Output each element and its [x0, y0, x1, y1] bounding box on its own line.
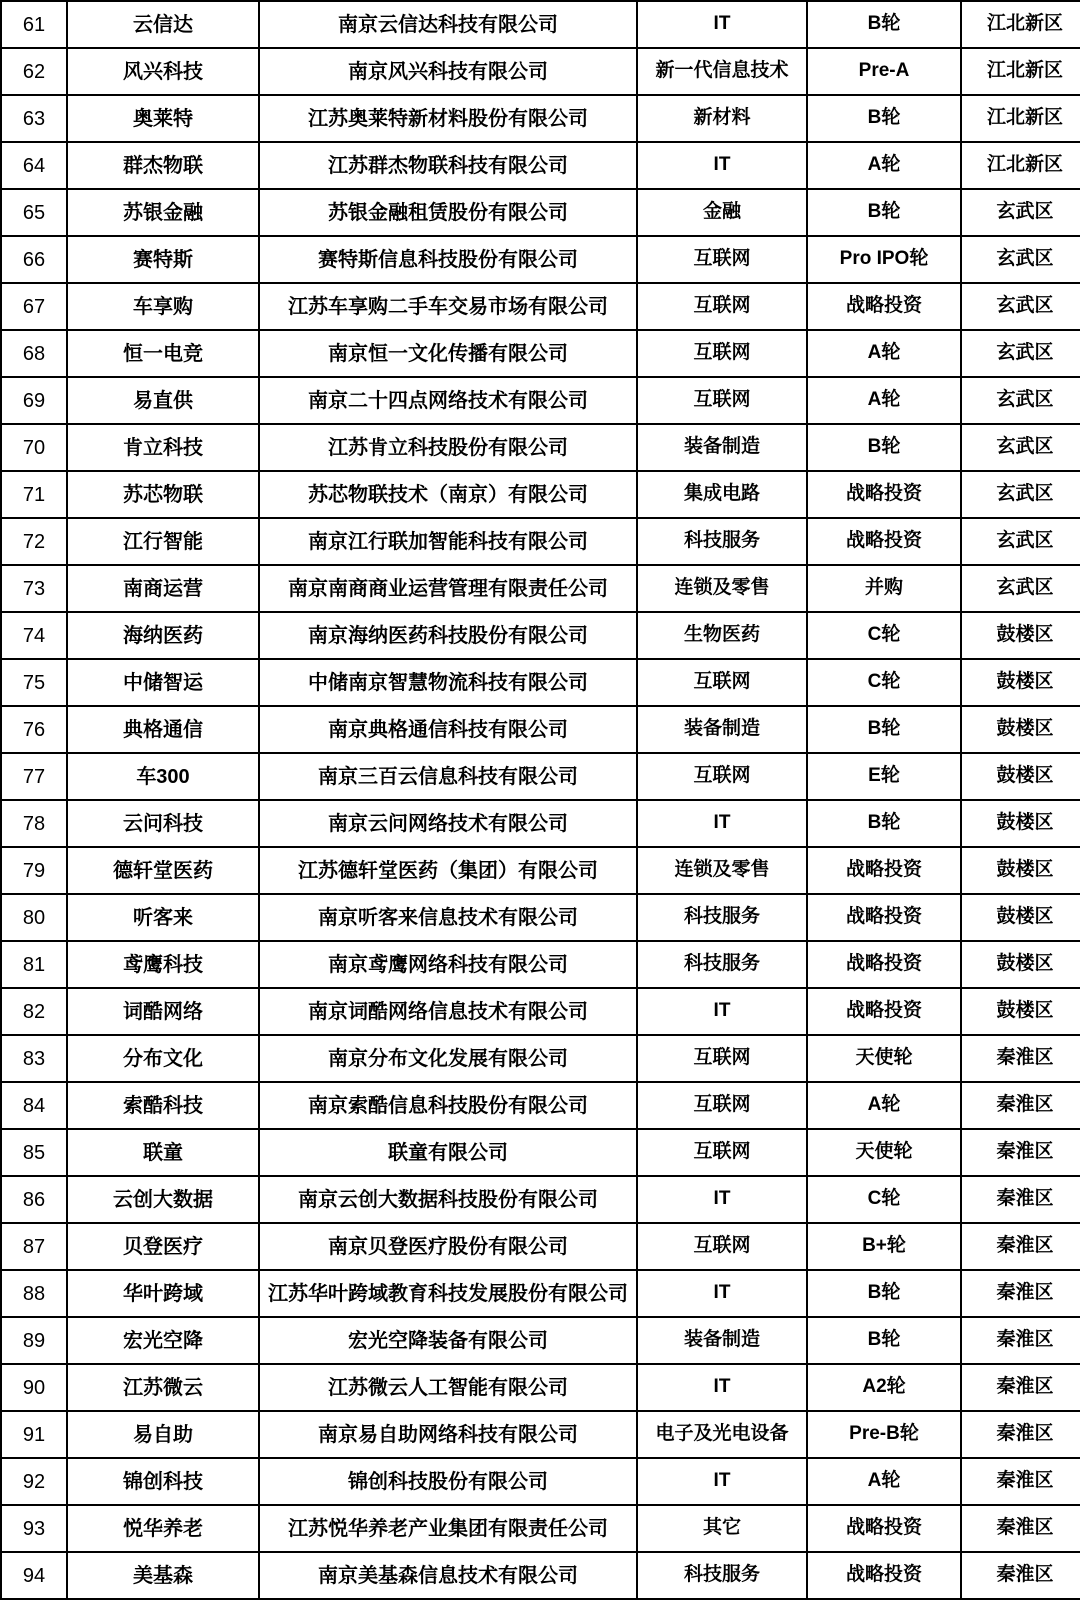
table-row	[1, 1552, 1080, 1599]
cell-funding-round: A轮	[807, 377, 961, 424]
cell-full-name: 锦创科技股份有限公司	[259, 1458, 637, 1505]
cell-funding-round: B轮	[807, 1317, 961, 1364]
cell-short-name: 苏银金融	[67, 189, 259, 236]
cell-industry: 科技服务	[637, 518, 807, 565]
cell-short-name: 锦创科技	[67, 1458, 259, 1505]
cell-short-name: 赛特斯	[67, 236, 259, 283]
table-row	[1, 283, 1080, 330]
cell-short-name: 易自助	[67, 1411, 259, 1458]
cell-funding-round: A轮	[807, 330, 961, 377]
cell-industry: 科技服务	[637, 894, 807, 941]
cell-short-name: 分布文化	[67, 1035, 259, 1082]
cell-index: 91	[1, 1411, 67, 1458]
table-row	[1, 659, 1080, 706]
cell-district: 秦淮区	[961, 1505, 1080, 1552]
cell-full-name: 南京恒一文化传播有限公司	[259, 330, 637, 377]
cell-district: 秦淮区	[961, 1552, 1080, 1599]
cell-funding-round: Pre-A	[807, 48, 961, 95]
cell-industry: IT	[637, 1458, 807, 1505]
cell-full-name: 江苏华叶跨域教育科技发展股份有限公司	[259, 1270, 637, 1317]
cell-industry: IT	[637, 142, 807, 189]
cell-full-name: 南京江行联加智能科技有限公司	[259, 518, 637, 565]
cell-industry: IT	[637, 1364, 807, 1411]
cell-funding-round: 战略投资	[807, 471, 961, 518]
cell-funding-round: B轮	[807, 189, 961, 236]
cell-full-name: 南京贝登医疗股份有限公司	[259, 1223, 637, 1270]
table-row	[1, 1505, 1080, 1552]
cell-industry: IT	[637, 800, 807, 847]
cell-district: 鼓楼区	[961, 753, 1080, 800]
cell-short-name: 苏芯物联	[67, 471, 259, 518]
cell-index: 81	[1, 941, 67, 988]
cell-funding-round: B轮	[807, 1, 961, 48]
cell-full-name: 南京二十四点网络技术有限公司	[259, 377, 637, 424]
table-row	[1, 1317, 1080, 1364]
cell-industry: 互联网	[637, 377, 807, 424]
cell-short-name: 美基森	[67, 1552, 259, 1599]
cell-short-name: 易直供	[67, 377, 259, 424]
cell-district: 江北新区	[961, 1, 1080, 48]
cell-index: 75	[1, 659, 67, 706]
cell-full-name: 南京云信达科技有限公司	[259, 1, 637, 48]
cell-full-name: 南京分布文化发展有限公司	[259, 1035, 637, 1082]
cell-full-name: 宏光空降装备有限公司	[259, 1317, 637, 1364]
cell-index: 76	[1, 706, 67, 753]
cell-industry: 互联网	[637, 1129, 807, 1176]
cell-district: 鼓楼区	[961, 800, 1080, 847]
cell-funding-round: 战略投资	[807, 1552, 961, 1599]
cell-funding-round: 战略投资	[807, 518, 961, 565]
table-row	[1, 753, 1080, 800]
cell-index: 87	[1, 1223, 67, 1270]
cell-industry: 互联网	[637, 1082, 807, 1129]
cell-district: 玄武区	[961, 283, 1080, 330]
cell-full-name: 中储南京智慧物流科技有限公司	[259, 659, 637, 706]
cell-index: 88	[1, 1270, 67, 1317]
cell-funding-round: 战略投资	[807, 1505, 961, 1552]
cell-index: 73	[1, 565, 67, 612]
cell-industry: 科技服务	[637, 941, 807, 988]
cell-index: 63	[1, 95, 67, 142]
cell-short-name: 典格通信	[67, 706, 259, 753]
cell-district: 江北新区	[961, 142, 1080, 189]
cell-funding-round: C轮	[807, 1176, 961, 1223]
cell-index: 72	[1, 518, 67, 565]
cell-full-name: 苏银金融租赁股份有限公司	[259, 189, 637, 236]
cell-short-name: 风兴科技	[67, 48, 259, 95]
cell-industry: 生物医药	[637, 612, 807, 659]
cell-index: 79	[1, 847, 67, 894]
cell-funding-round: B轮	[807, 706, 961, 753]
cell-funding-round: B轮	[807, 95, 961, 142]
cell-funding-round: 天使轮	[807, 1129, 961, 1176]
cell-industry: IT	[637, 1176, 807, 1223]
cell-district: 玄武区	[961, 189, 1080, 236]
table-row	[1, 565, 1080, 612]
table-row	[1, 1, 1080, 48]
cell-index: 65	[1, 189, 67, 236]
cell-short-name: 海纳医药	[67, 612, 259, 659]
cell-index: 93	[1, 1505, 67, 1552]
cell-funding-round: 战略投资	[807, 283, 961, 330]
table-row	[1, 847, 1080, 894]
table-row	[1, 1223, 1080, 1270]
table-row	[1, 236, 1080, 283]
table-row	[1, 800, 1080, 847]
cell-industry: 装备制造	[637, 706, 807, 753]
cell-district: 秦淮区	[961, 1176, 1080, 1223]
cell-funding-round: A轮	[807, 1458, 961, 1505]
cell-industry: 互联网	[637, 283, 807, 330]
table-row	[1, 1364, 1080, 1411]
cell-funding-round: 战略投资	[807, 894, 961, 941]
table-row	[1, 988, 1080, 1035]
cell-short-name: 词酷网络	[67, 988, 259, 1035]
cell-industry: 互联网	[637, 1223, 807, 1270]
cell-funding-round: B轮	[807, 800, 961, 847]
cell-industry: IT	[637, 1, 807, 48]
cell-short-name: 奥莱特	[67, 95, 259, 142]
table-row	[1, 471, 1080, 518]
cell-funding-round: 战略投资	[807, 847, 961, 894]
table-row	[1, 189, 1080, 236]
table-row	[1, 424, 1080, 471]
cell-full-name: 南京鸢鹰网络科技有限公司	[259, 941, 637, 988]
cell-short-name: 宏光空降	[67, 1317, 259, 1364]
cell-industry: 金融	[637, 189, 807, 236]
cell-index: 82	[1, 988, 67, 1035]
cell-district: 玄武区	[961, 236, 1080, 283]
cell-industry: 互联网	[637, 753, 807, 800]
cell-full-name: 江苏悦华养老产业集团有限责任公司	[259, 1505, 637, 1552]
cell-full-name: 南京海纳医药科技股份有限公司	[259, 612, 637, 659]
table-row	[1, 95, 1080, 142]
cell-funding-round: Pre-B轮	[807, 1411, 961, 1458]
cell-index: 94	[1, 1552, 67, 1599]
cell-full-name: 南京词酷网络信息技术有限公司	[259, 988, 637, 1035]
cell-short-name: 恒一电竞	[67, 330, 259, 377]
cell-district: 鼓楼区	[961, 847, 1080, 894]
cell-funding-round: A轮	[807, 1082, 961, 1129]
cell-index: 69	[1, 377, 67, 424]
cell-short-name: 鸢鹰科技	[67, 941, 259, 988]
cell-short-name: 群杰物联	[67, 142, 259, 189]
cell-full-name: 苏芯物联技术（南京）有限公司	[259, 471, 637, 518]
cell-industry: 电子及光电设备	[637, 1411, 807, 1458]
cell-short-name: 江行智能	[67, 518, 259, 565]
cell-industry: 装备制造	[637, 424, 807, 471]
cell-district: 玄武区	[961, 424, 1080, 471]
cell-full-name: 南京典格通信科技有限公司	[259, 706, 637, 753]
cell-index: 66	[1, 236, 67, 283]
cell-index: 62	[1, 48, 67, 95]
cell-index: 64	[1, 142, 67, 189]
cell-funding-round: 并购	[807, 565, 961, 612]
cell-short-name: 悦华养老	[67, 1505, 259, 1552]
cell-index: 80	[1, 894, 67, 941]
table-row	[1, 1176, 1080, 1223]
cell-industry: 科技服务	[637, 1552, 807, 1599]
cell-industry: IT	[637, 1270, 807, 1317]
cell-district: 玄武区	[961, 518, 1080, 565]
cell-district: 鼓楼区	[961, 894, 1080, 941]
cell-short-name: 肯立科技	[67, 424, 259, 471]
cell-funding-round: 战略投资	[807, 941, 961, 988]
cell-industry: 连锁及零售	[637, 847, 807, 894]
cell-district: 江北新区	[961, 48, 1080, 95]
table-row	[1, 1411, 1080, 1458]
table-row	[1, 377, 1080, 424]
cell-industry: 新一代信息技术	[637, 48, 807, 95]
cell-district: 鼓楼区	[961, 612, 1080, 659]
cell-short-name: 云创大数据	[67, 1176, 259, 1223]
cell-funding-round: C轮	[807, 659, 961, 706]
cell-district: 鼓楼区	[961, 706, 1080, 753]
cell-index: 74	[1, 612, 67, 659]
cell-full-name: 南京风兴科技有限公司	[259, 48, 637, 95]
cell-funding-round: 天使轮	[807, 1035, 961, 1082]
cell-short-name: 南商运营	[67, 565, 259, 612]
cell-district: 鼓楼区	[961, 659, 1080, 706]
cell-industry: IT	[637, 988, 807, 1035]
table-row	[1, 142, 1080, 189]
cell-full-name: 江苏德轩堂医药（集团）有限公司	[259, 847, 637, 894]
cell-full-name: 南京云问网络技术有限公司	[259, 800, 637, 847]
cell-full-name: 南京易自助网络科技有限公司	[259, 1411, 637, 1458]
table-row	[1, 1270, 1080, 1317]
cell-industry: 互联网	[637, 659, 807, 706]
cell-short-name: 车享购	[67, 283, 259, 330]
cell-district: 鼓楼区	[961, 941, 1080, 988]
cell-full-name: 江苏微云人工智能有限公司	[259, 1364, 637, 1411]
cell-index: 77	[1, 753, 67, 800]
cell-short-name: 索酷科技	[67, 1082, 259, 1129]
table-row	[1, 1129, 1080, 1176]
table-row	[1, 518, 1080, 565]
cell-index: 71	[1, 471, 67, 518]
cell-index: 84	[1, 1082, 67, 1129]
cell-industry: 互联网	[637, 236, 807, 283]
cell-index: 85	[1, 1129, 67, 1176]
cell-index: 92	[1, 1458, 67, 1505]
cell-industry: 互联网	[637, 330, 807, 377]
cell-district: 秦淮区	[961, 1411, 1080, 1458]
table-row	[1, 1458, 1080, 1505]
cell-index: 86	[1, 1176, 67, 1223]
cell-full-name: 南京云创大数据科技股份有限公司	[259, 1176, 637, 1223]
cell-industry: 连锁及零售	[637, 565, 807, 612]
cell-district: 玄武区	[961, 377, 1080, 424]
cell-short-name: 联童	[67, 1129, 259, 1176]
cell-funding-round: Pro IPO轮	[807, 236, 961, 283]
cell-district: 鼓楼区	[961, 988, 1080, 1035]
cell-district: 秦淮区	[961, 1458, 1080, 1505]
cell-short-name: 车300	[67, 753, 259, 800]
cell-index: 90	[1, 1364, 67, 1411]
cell-short-name: 德轩堂医药	[67, 847, 259, 894]
table-row	[1, 706, 1080, 753]
cell-index: 67	[1, 283, 67, 330]
cell-full-name: 南京索酷信息科技股份有限公司	[259, 1082, 637, 1129]
cell-district: 江北新区	[961, 95, 1080, 142]
cell-funding-round: A2轮	[807, 1364, 961, 1411]
cell-industry: 新材料	[637, 95, 807, 142]
cell-funding-round: C轮	[807, 612, 961, 659]
cell-index: 68	[1, 330, 67, 377]
cell-index: 78	[1, 800, 67, 847]
table-row	[1, 1035, 1080, 1082]
cell-short-name: 云问科技	[67, 800, 259, 847]
cell-funding-round: B轮	[807, 424, 961, 471]
table-row	[1, 1082, 1080, 1129]
cell-industry: 互联网	[637, 1035, 807, 1082]
cell-full-name: 南京南商商业运营管理有限责任公司	[259, 565, 637, 612]
cell-district: 秦淮区	[961, 1035, 1080, 1082]
cell-district: 玄武区	[961, 330, 1080, 377]
cell-full-name: 江苏奥莱特新材料股份有限公司	[259, 95, 637, 142]
cell-district: 秦淮区	[961, 1082, 1080, 1129]
cell-district: 秦淮区	[961, 1364, 1080, 1411]
cell-industry: 集成电路	[637, 471, 807, 518]
cell-full-name: 南京听客来信息技术有限公司	[259, 894, 637, 941]
cell-short-name: 贝登医疗	[67, 1223, 259, 1270]
cell-full-name: 江苏群杰物联科技有限公司	[259, 142, 637, 189]
table-row	[1, 612, 1080, 659]
cell-short-name: 听客来	[67, 894, 259, 941]
cell-index: 83	[1, 1035, 67, 1082]
cell-index: 70	[1, 424, 67, 471]
cell-full-name: 赛特斯信息科技股份有限公司	[259, 236, 637, 283]
cell-district: 玄武区	[961, 565, 1080, 612]
cell-district: 秦淮区	[961, 1270, 1080, 1317]
cell-district: 秦淮区	[961, 1223, 1080, 1270]
cell-full-name: 联童有限公司	[259, 1129, 637, 1176]
cell-short-name: 中储智运	[67, 659, 259, 706]
cell-district: 秦淮区	[961, 1317, 1080, 1364]
cell-short-name: 华叶跨域	[67, 1270, 259, 1317]
cell-funding-round: 战略投资	[807, 988, 961, 1035]
table-row	[1, 330, 1080, 377]
cell-short-name: 江苏微云	[67, 1364, 259, 1411]
cell-funding-round: E轮	[807, 753, 961, 800]
cell-full-name: 江苏肯立科技股份有限公司	[259, 424, 637, 471]
cell-index: 89	[1, 1317, 67, 1364]
cell-short-name: 云信达	[67, 1, 259, 48]
table-body	[1, 1, 1080, 1599]
cell-index: 61	[1, 1, 67, 48]
table-row	[1, 941, 1080, 988]
cell-funding-round: A轮	[807, 142, 961, 189]
cell-full-name: 南京三百云信息科技有限公司	[259, 753, 637, 800]
cell-industry: 其它	[637, 1505, 807, 1552]
cell-funding-round: B+轮	[807, 1223, 961, 1270]
cell-district: 秦淮区	[961, 1129, 1080, 1176]
table-row	[1, 894, 1080, 941]
cell-industry: 装备制造	[637, 1317, 807, 1364]
table-row	[1, 48, 1080, 95]
cell-full-name: 南京美基森信息技术有限公司	[259, 1552, 637, 1599]
cell-district: 玄武区	[961, 471, 1080, 518]
cell-full-name: 江苏车享购二手车交易市场有限公司	[259, 283, 637, 330]
cell-funding-round: B轮	[807, 1270, 961, 1317]
